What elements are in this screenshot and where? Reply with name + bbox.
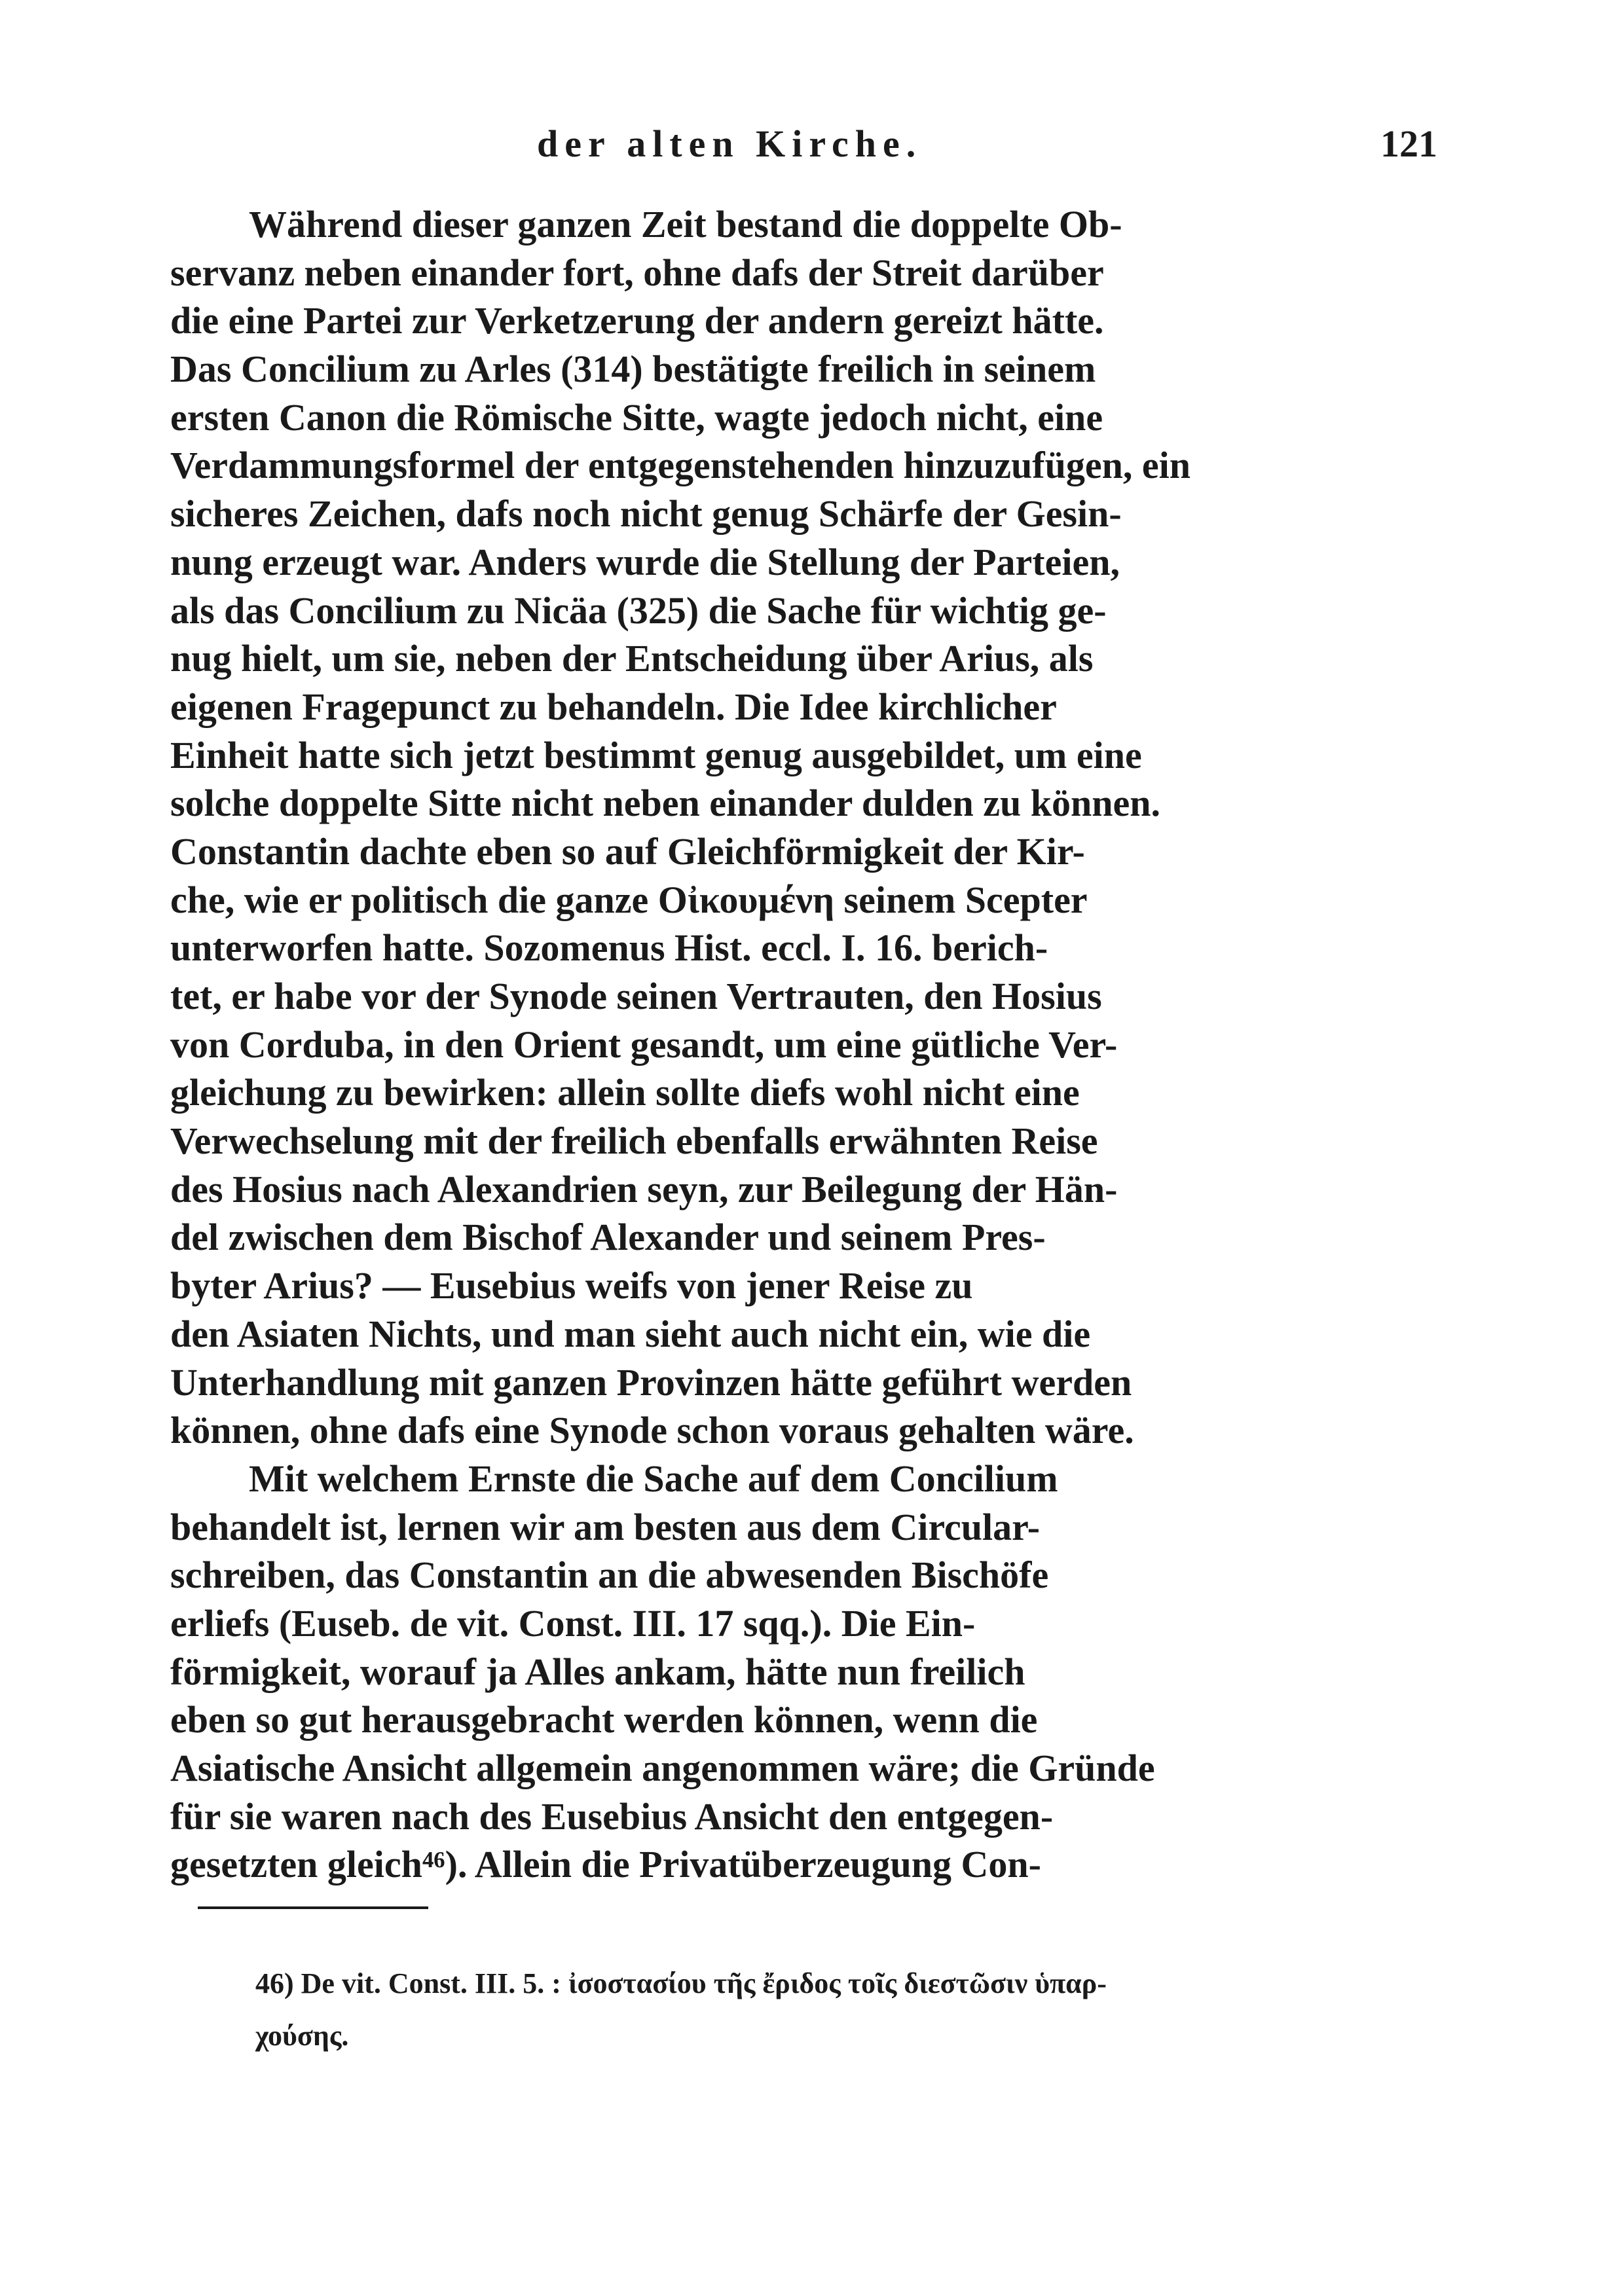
body-line: können, ohne dafs eine Synode schon voraus gehalten wäre. (170, 1409, 1134, 1452)
body-line: Mit welchem Ernste die Sache auf dem Concilium (249, 1457, 1058, 1500)
body-line: byter Arius? — Eusebius weifs von jener Reise zu (170, 1264, 973, 1307)
body-line: schreiben, das Constantin an die abwesenden Bischöfe (170, 1554, 1049, 1597)
body-line: servanz neben einander fort, ohne dafs der Streit darüber (170, 251, 1104, 294)
body-line: behandelt ist, lernen wir am besten aus dem Circular- (170, 1505, 1041, 1548)
footnote-line: 46) De vit. Const. III. 5. : ἰσοστασίου τῆς ἔριδος τοῖς διεστῶσιν ὑπαρ- (255, 1967, 1107, 1999)
body-line: Unterhandlung mit ganzen Provinzen hätte geführt werden (170, 1360, 1132, 1404)
body-line: gleichung zu bewirken: allein sollte diefs wohl nicht eine (170, 1071, 1080, 1114)
body-line: förmigkeit, worauf ja Alles ankam, hätte nun freilich (170, 1650, 1025, 1693)
body-line: erliefs (Euseb. de vit. Const. III. 17 sqq.). Die Ein- (170, 1601, 976, 1645)
body-text (170, 200, 1493, 1889)
body-line: Verdammungsformel der entgegenstehenden hinzuzufügen, ein (170, 444, 1190, 487)
body-line: sicheres Zeichen, dafs noch nicht genug Schärfe der Gesin- (170, 492, 1122, 536)
body-line: eigenen Fragepunct zu behandeln. Die Idee kirchlicher (170, 685, 1057, 728)
body-line: Constantin dachte eben so auf Gleichförmigkeit der Kir- (170, 829, 1085, 873)
body-line: als das Concilium zu Nicäa (325) die Sache für wichtig ge- (170, 589, 1107, 632)
body-line: nug hielt, um sie, neben der Entscheidung über Arius, als (170, 637, 1094, 680)
body-line: tet, er habe vor der Synode seinen Vertrauten, den Hosius (170, 975, 1102, 1017)
body-line: den Asiaten Nichts, und man sieht auch nicht ein, wie die (170, 1312, 1091, 1355)
body-line: von Corduba, in den Orient gesandt, um eine gütliche Ver- (170, 1023, 1118, 1066)
page-number: 121 (1380, 122, 1437, 165)
footnote-divider (198, 1906, 428, 1909)
body-line: nung erzeugt war. Anders wurde die Stellung der Parteien, (170, 540, 1120, 583)
body-line: Das Concilium zu Arles (314) bestätigte freilich in seinem (170, 348, 1096, 391)
body-line: del zwischen dem Bischof Alexander und seinem Pres- (170, 1216, 1046, 1259)
body-line: unterworfen hatte. Sozomenus Hist. eccl. I. 16. berich- (170, 926, 1048, 970)
body-line: Während dieser ganzen Zeit bestand die doppelte Ob- (249, 203, 1122, 246)
body-line: che, wie er politisch die ganze Οἰκουμένη seinem Scepter (170, 878, 1088, 921)
body-line: Asiatische Ansicht allgemein angenommen wäre; die Gründe (170, 1747, 1155, 1789)
body-line: gesetzten gleich⁴⁶). Allein die Privatüberzeugung Con- (170, 1843, 1041, 1886)
body-line: die eine Partei zur Verketzerung der andern gereizt hätte. (170, 299, 1104, 342)
body-line: Verwechselung mit der freilich ebenfalls erwähnten Reise (170, 1120, 1098, 1163)
running-header: der alten Kirche. (537, 122, 923, 165)
footnote (255, 1958, 1493, 2062)
body-line: Einheit hatte sich jetzt bestimmt genug ausgebildet, um eine (170, 733, 1142, 776)
body-line: des Hosius nach Alexandrien seyn, zur Beilegung der Hän- (170, 1167, 1118, 1211)
body-line: solche doppelte Sitte nicht neben einander dulden zu können. (170, 782, 1161, 825)
footnote-line: χούσης. (255, 2020, 349, 2052)
body-line: für sie waren nach des Eusebius Ansicht den entgegen- (170, 1795, 1054, 1838)
body-line: ersten Canon die Römische Sitte, wagte jedoch nicht, eine (170, 395, 1103, 439)
body-line: eben so gut herausgebracht werden können, wenn die (170, 1698, 1038, 1741)
